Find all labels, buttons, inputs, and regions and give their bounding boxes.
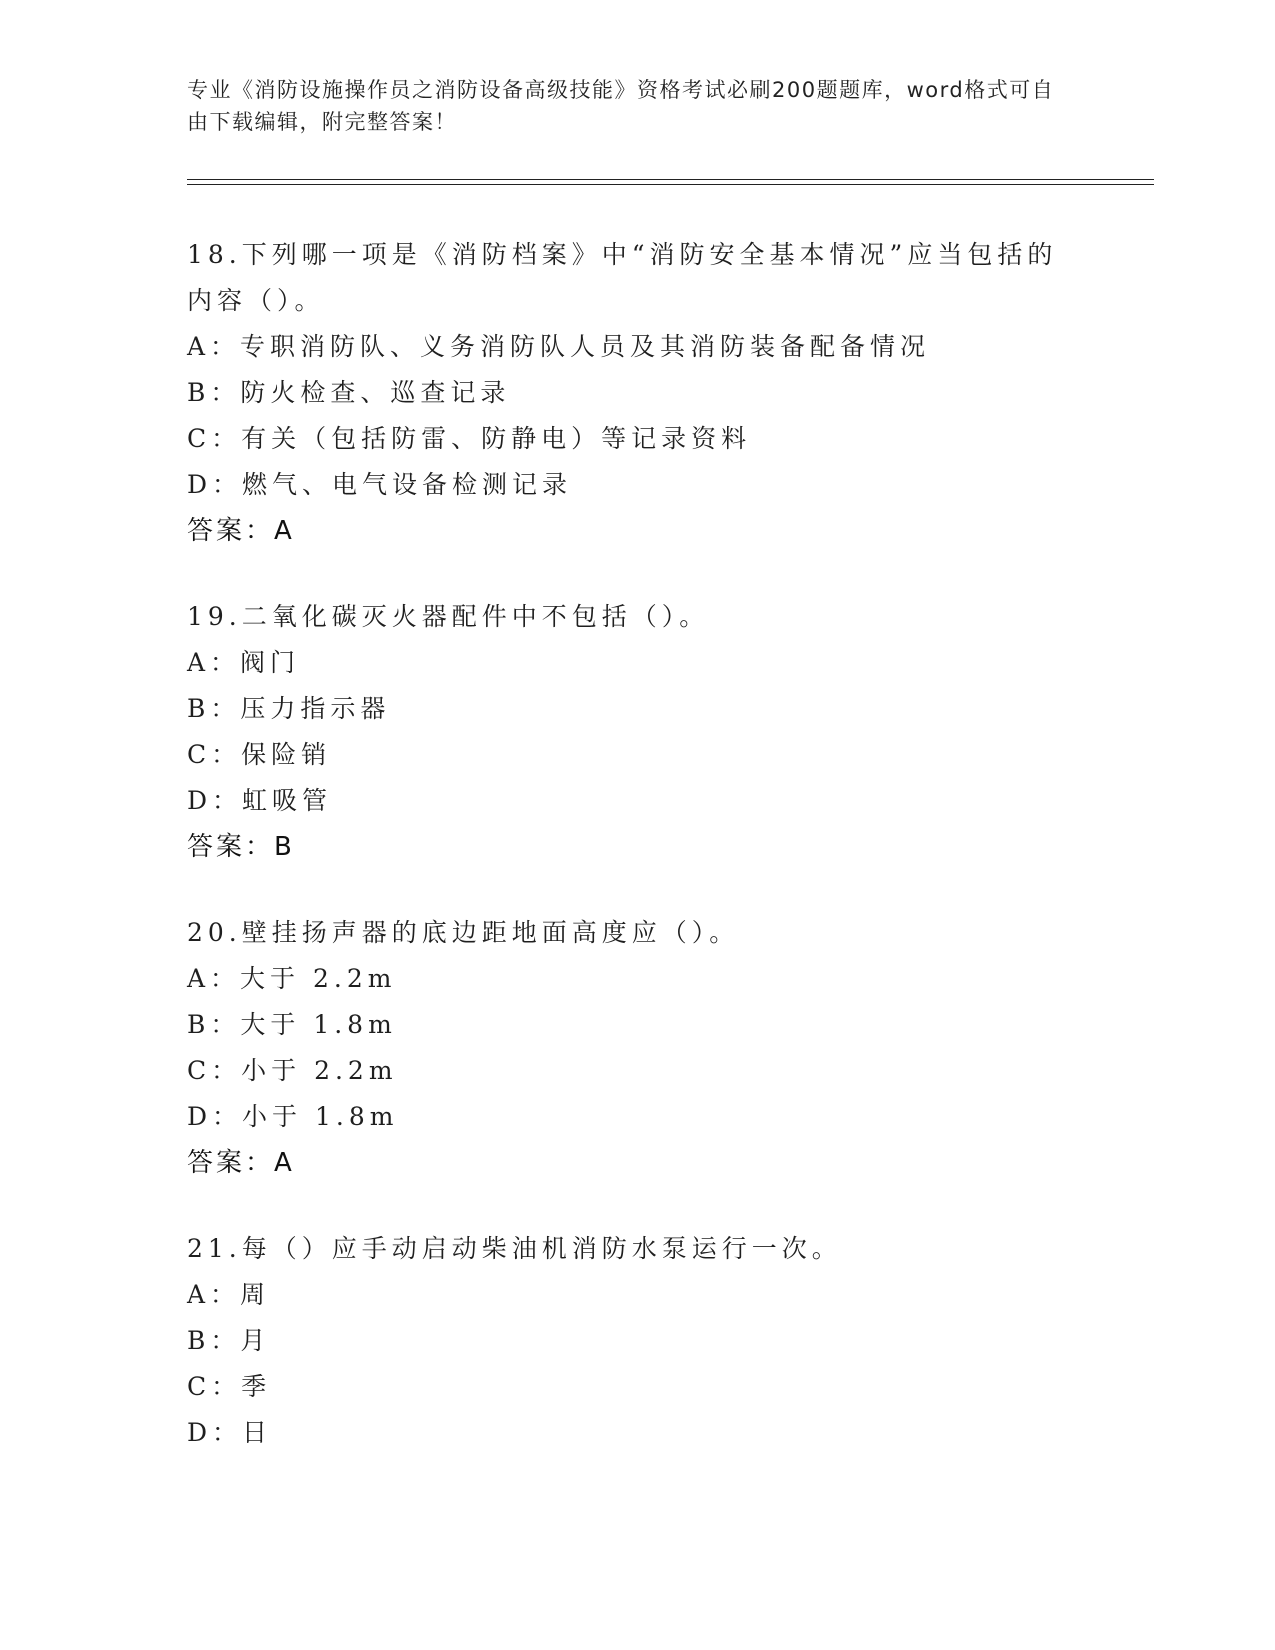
option-a: A：大于 2.2m bbox=[187, 964, 397, 993]
question-stem: 21.每（）应手动启动柴油机消防水泵运行一次。 bbox=[187, 1234, 842, 1263]
option-d: D：小于 1.8m bbox=[187, 1102, 399, 1131]
question-stem: 18.下列哪一项是《消防档案》中“消防安全基本情况”应当包括的内容（）。 bbox=[187, 240, 1058, 315]
option-b: B：压力指示器 bbox=[187, 694, 391, 723]
option-a: A：阀门 bbox=[187, 648, 301, 677]
question-stem: 20.壁挂扬声器的底边距地面高度应（）。 bbox=[187, 918, 740, 947]
document-header: 专业《消防设施操作员之消防设备高级技能》资格考试必刷200题题库，word格式可自由下载编辑，附完整答案！ bbox=[187, 78, 1055, 134]
option-b: B：月 bbox=[187, 1326, 271, 1355]
option-c: C：保险销 bbox=[187, 740, 332, 769]
option-b: B：防火检查、巡查记录 bbox=[187, 378, 511, 407]
option-a: A：周 bbox=[187, 1280, 271, 1309]
question-stem: 19.二氧化碳灭火器配件中不包括（）。 bbox=[187, 602, 710, 631]
answer: 答案：B bbox=[187, 832, 295, 862]
question-18 bbox=[187, 232, 1087, 554]
option-c: C：小于 2.2m bbox=[187, 1056, 398, 1085]
question-20 bbox=[187, 910, 1087, 1186]
answer: 答案：A bbox=[187, 516, 295, 546]
option-b: B：大于 1.8m bbox=[187, 1010, 397, 1039]
option-d: D：燃气、电气设备检测记录 bbox=[187, 470, 573, 499]
option-c: C：季 bbox=[187, 1372, 272, 1401]
option-d: D：虹吸管 bbox=[187, 786, 333, 815]
question-list bbox=[187, 232, 1087, 1496]
option-a: A：专职消防队、义务消防队人员及其消防装备配备情况 bbox=[187, 332, 931, 361]
option-d: D：日 bbox=[187, 1418, 273, 1447]
question-21 bbox=[187, 1226, 1087, 1456]
option-c: C：有关（包括防雷、防静电）等记录资料 bbox=[187, 424, 752, 453]
answer: 答案：A bbox=[187, 1148, 295, 1178]
question-19 bbox=[187, 594, 1087, 870]
header-divider-top bbox=[187, 179, 1154, 180]
header-divider-bottom bbox=[187, 184, 1154, 185]
